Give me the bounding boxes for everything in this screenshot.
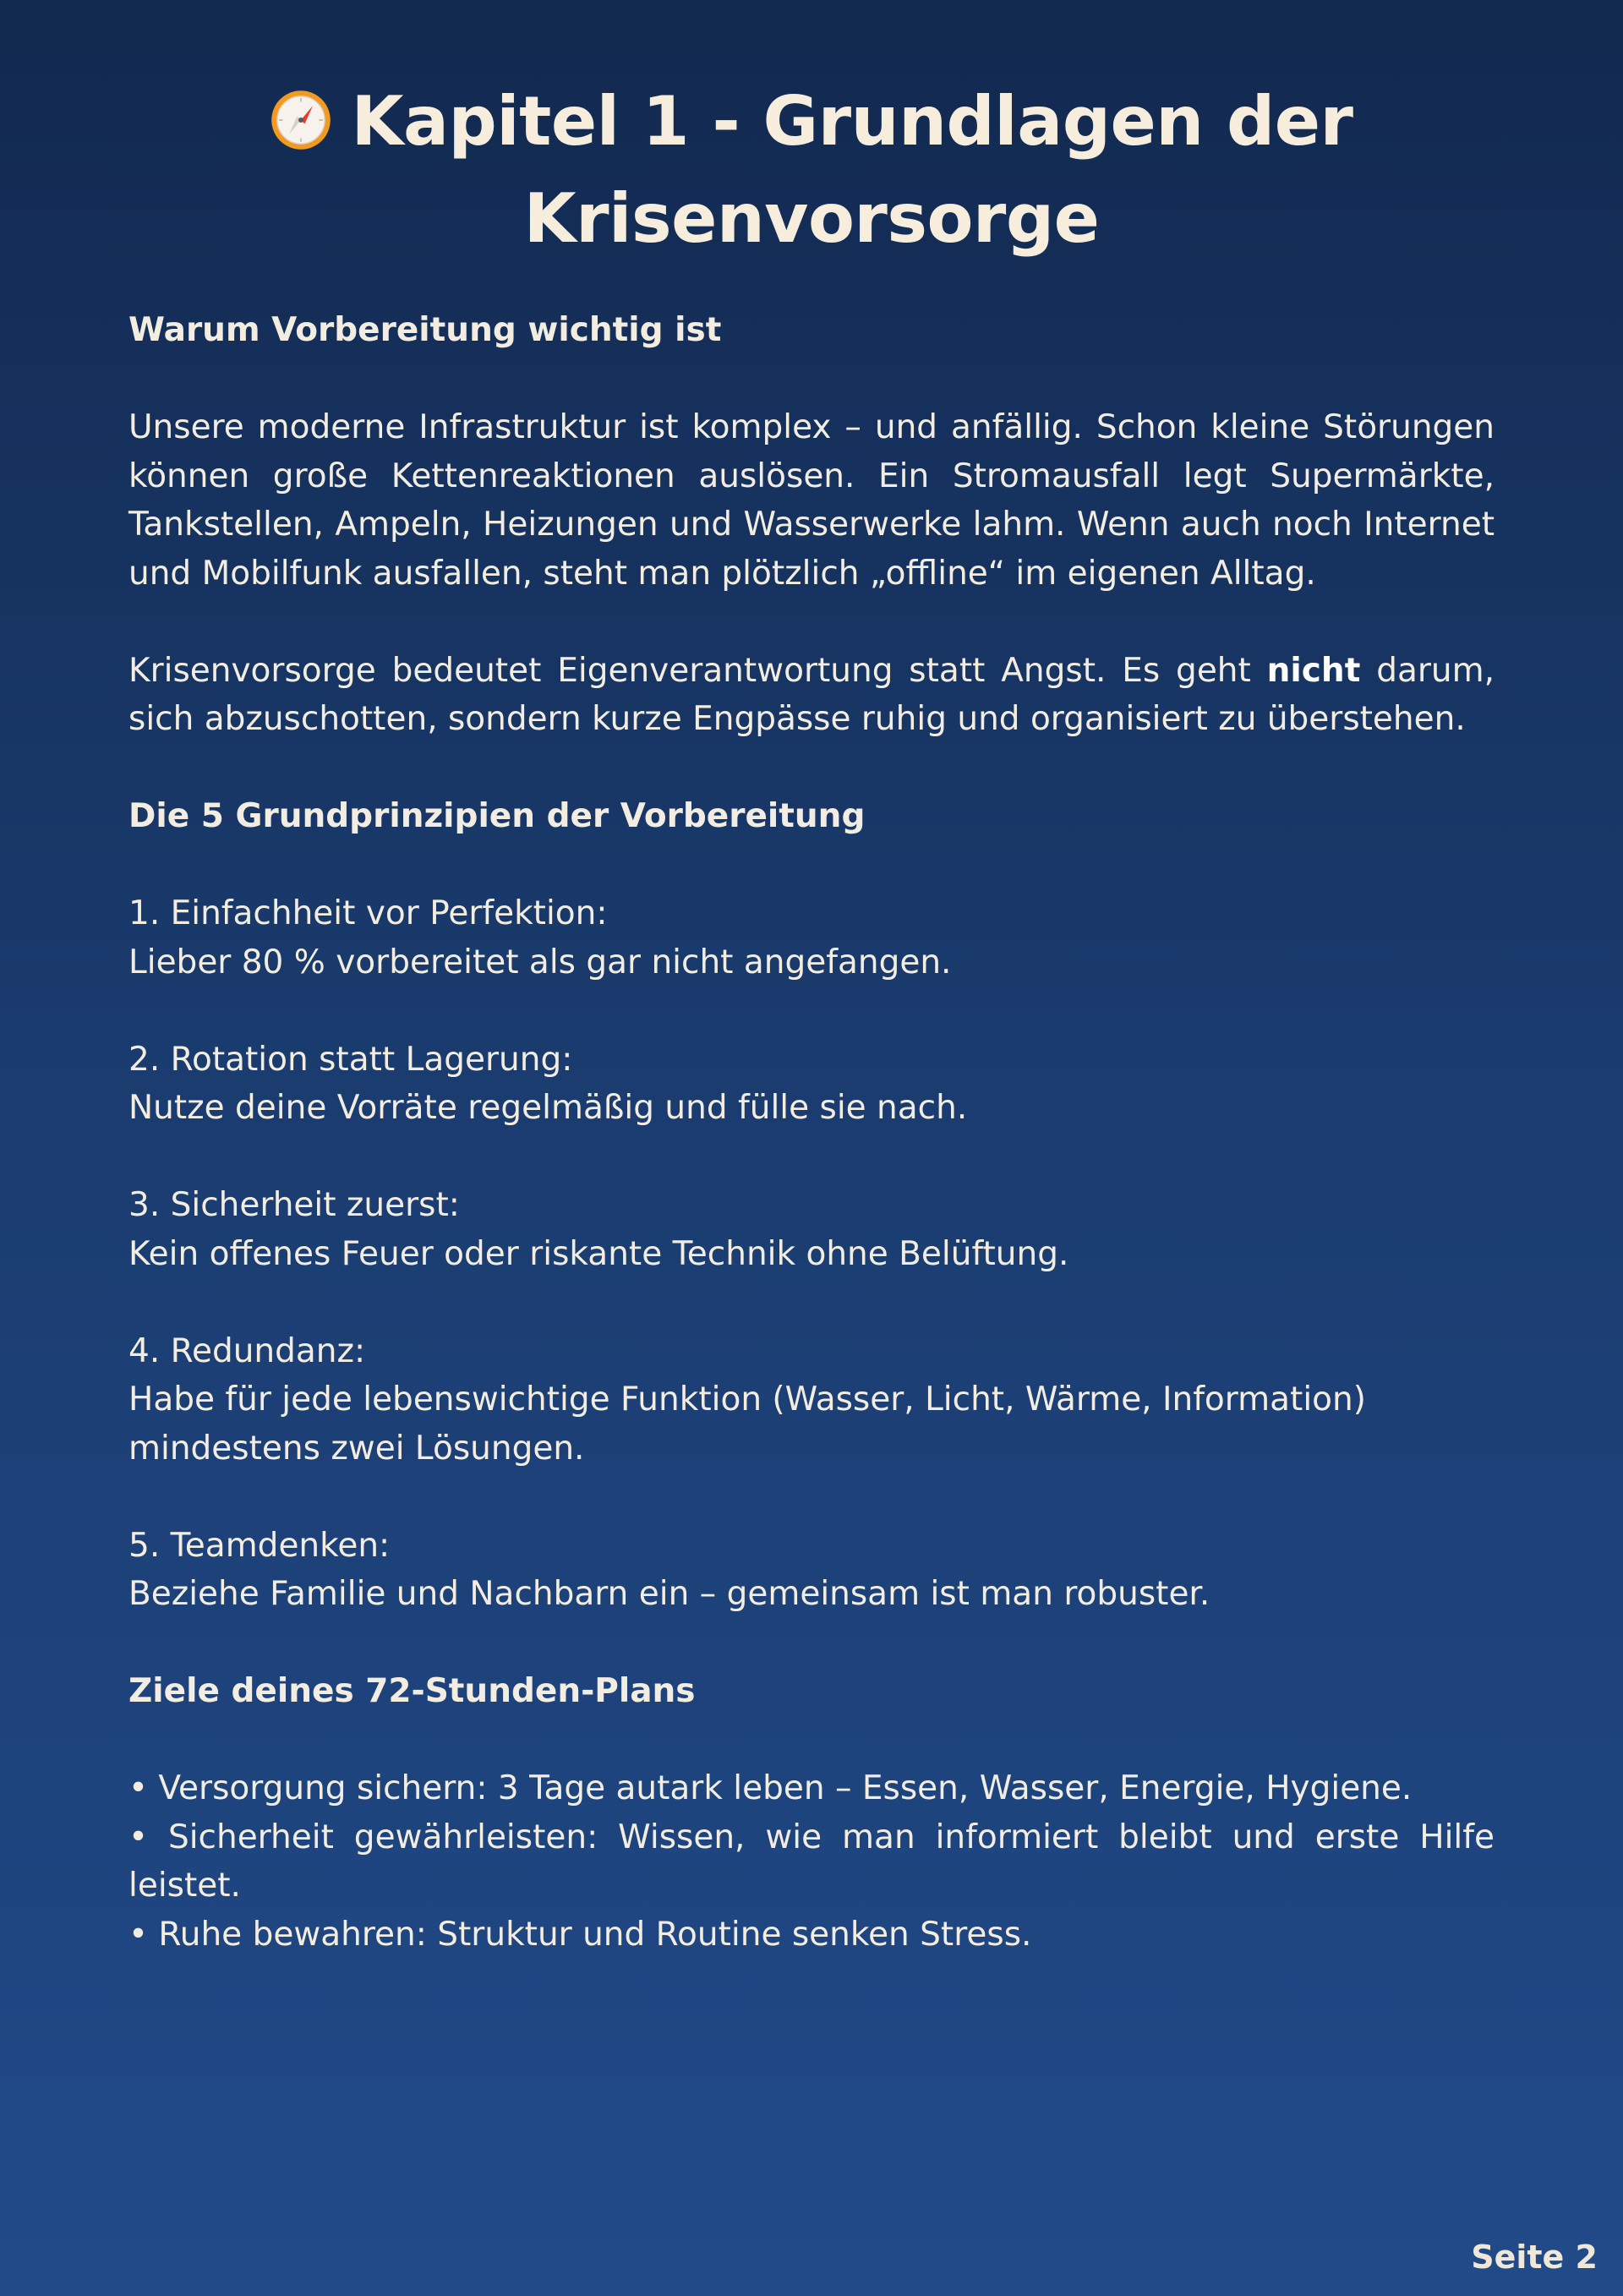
principle-title: 4. Redundanz: <box>128 1331 366 1370</box>
principle-item <box>128 1036 1495 1133</box>
compass-icon <box>270 89 332 151</box>
principle-item <box>128 889 1495 987</box>
paragraph-infrastructure: Unsere moderne Infrastruktur ist komplex – und anfällig. Schon kleine Störungen können große Kettenreaktionen auslösen. Ein Stromausfall legt Supermärkte, Tankstellen, Ampeln, Heizungen und Wasserwerke lahm. Wenn auch noch Internet und Mobilfunk ausfallen, steht man plötzlich „offline“ im eigenen Alltag. <box>128 408 1495 593</box>
principle-text: Lieber 80 % vorbereitet als gar nicht angefangen. <box>128 943 952 981</box>
page-title <box>128 73 1495 267</box>
principle-title: 1. Einfachheit vor Perfektion: <box>128 894 608 932</box>
principles-list <box>128 889 1495 1619</box>
principle-text: Nutze deine Vorräte regelmäßig und fülle sie nach. <box>128 1089 968 1127</box>
principle-text: Kein offenes Feuer oder riskante Technik ohne Belüftung. <box>128 1234 1069 1273</box>
goal-item: • Sicherheit gewährleisten: Wissen, wie man informiert bleibt und erste Hilfe leistet. <box>128 1818 1495 1905</box>
principle-item <box>128 1181 1495 1278</box>
goals-list <box>128 1764 1495 1959</box>
paragraph-responsibility-part2: darum, sich abzuschotten, sondern kurze Engpässe ruhig und organisiert zu überstehen. <box>128 651 1495 738</box>
section-heading-goals: Ziele deines 72-Stunden-Plans <box>128 1672 696 1710</box>
paragraph-responsibility-emphasis: nicht <box>1266 651 1361 690</box>
goal-item: • Versorgung sichern: 3 Tage autark leben – Essen, Wasser, Energie, Hygiene. <box>128 1769 1413 1807</box>
page-number: Seite 2 <box>1471 2239 1598 2276</box>
section-heading-why: Warum Vorbereitung wichtig ist <box>128 311 722 349</box>
section-heading-principles: Die 5 Grundprinzipien der Vorbereitung <box>128 797 866 835</box>
document-page <box>128 73 1495 1959</box>
paragraph-responsibility <box>128 647 1495 744</box>
principle-text: Habe für jede lebenswichtige Funktion (Wasser, Licht, Wärme, Information) mindestens zwei Lösungen. <box>128 1380 1366 1468</box>
principle-title: 3. Sicherheit zuerst: <box>128 1186 460 1224</box>
principle-item <box>128 1522 1495 1619</box>
principle-item <box>128 1327 1495 1473</box>
principle-title: 2. Rotation statt Lagerung: <box>128 1040 573 1079</box>
chapter-content <box>128 306 1495 1959</box>
title-text-line-1: Kapitel 1 - Grundlagen der <box>351 82 1353 161</box>
page-title-line-1 <box>128 73 1495 170</box>
principle-text: Beziehe Familie und Nachbarn ein – gemeinsam ist man robuster. <box>128 1575 1210 1613</box>
goal-item: • Ruhe bewahren: Struktur und Routine senken Stress. <box>128 1915 1032 1954</box>
page-title-line-2: Krisenvorsorge <box>523 179 1100 258</box>
paragraph-responsibility-part1: Krisenvorsorge bedeutet Eigenverantwortung statt Angst. Es geht <box>128 651 1267 690</box>
principle-title: 5. Teamdenken: <box>128 1526 391 1565</box>
